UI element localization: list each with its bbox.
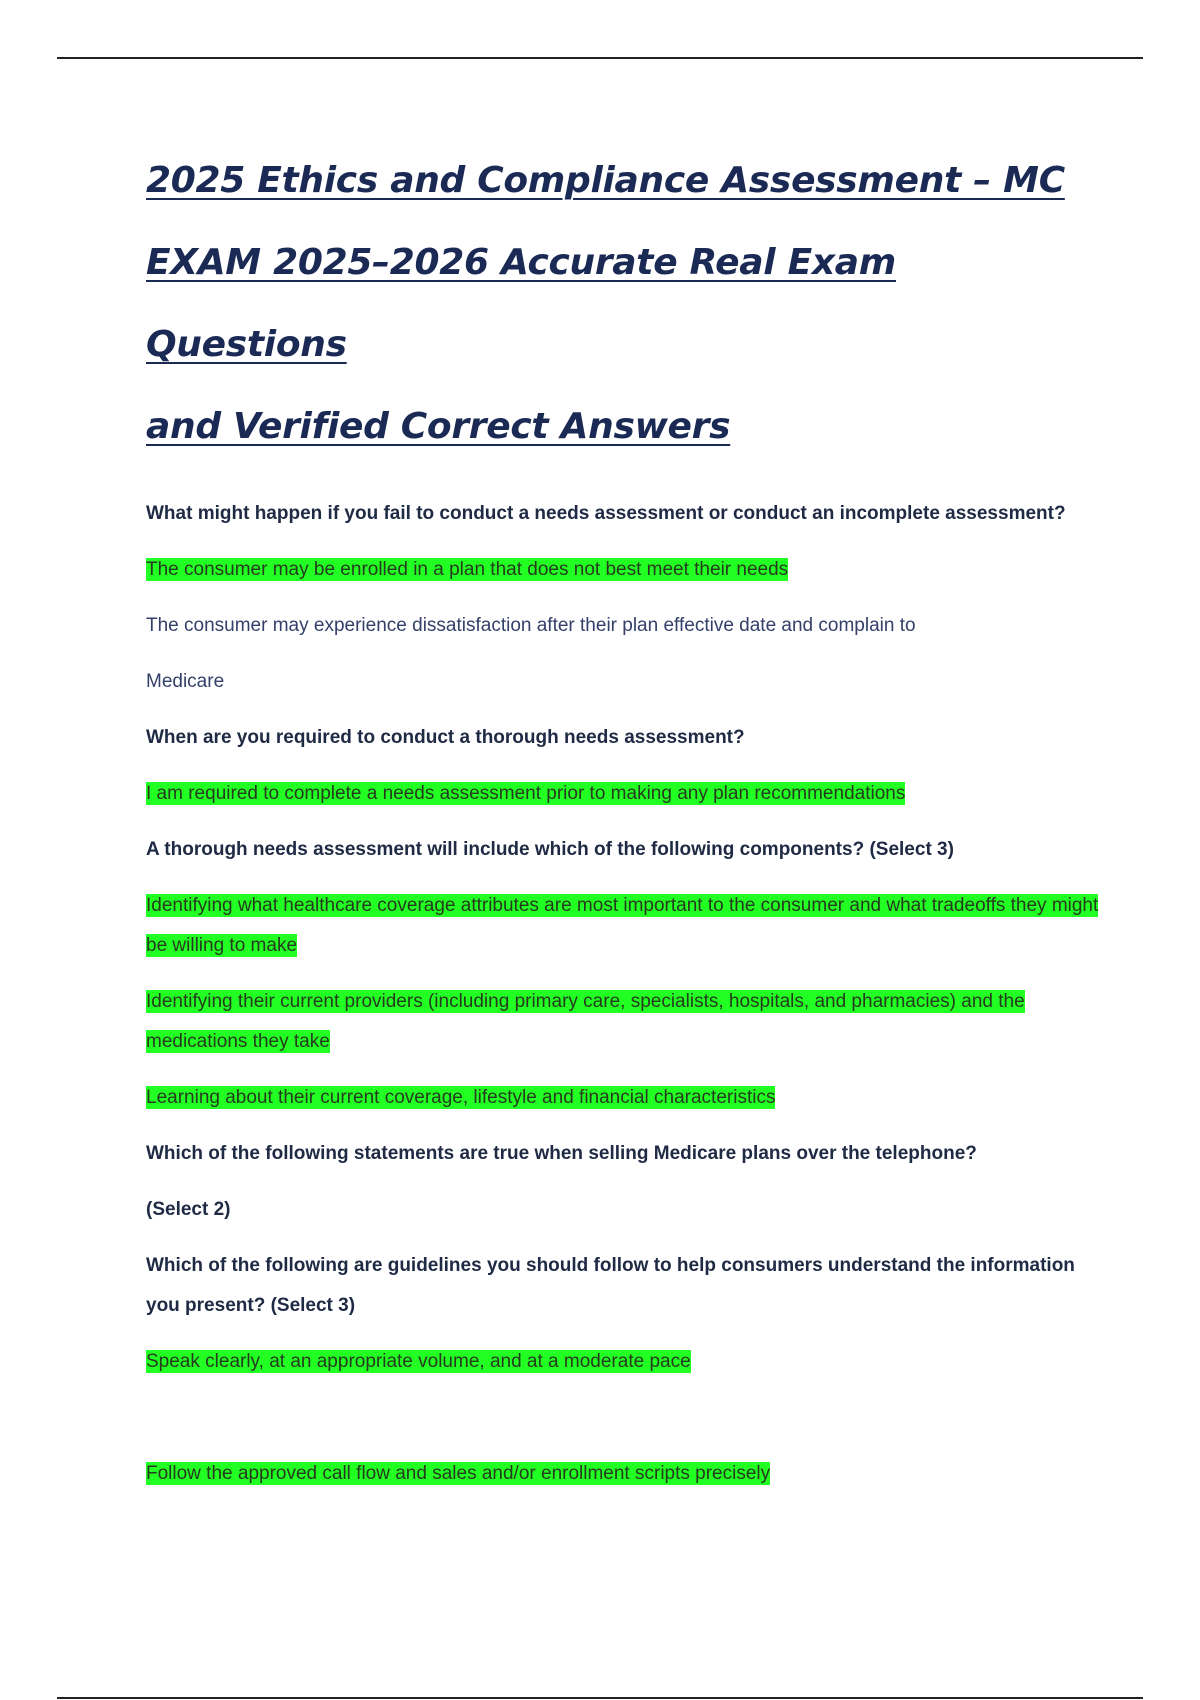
answer-1-option-line-2: Medicare [146, 671, 225, 692]
highlighted-answer: The consumer may be enrolled in a plan that does not best meet their needs [146, 559, 789, 580]
question-2: When are you required to conduct a thorough needs assessment? [146, 727, 745, 748]
answer-5-2 [146, 1454, 1106, 1494]
document-title [146, 140, 1106, 468]
top-rule [57, 57, 1143, 59]
bottom-rule [57, 1697, 1143, 1699]
document-body [146, 140, 1106, 1510]
answer-3-2 [146, 982, 1106, 1062]
answer-1-option-line-1: The consumer may experience dissatisfaction after their plan effective date and complain to [146, 615, 916, 636]
question-5: Which of the following are guidelines you should follow to help consumers understand the information you present? (Select 3) [146, 1255, 1075, 1316]
answer-1 [146, 550, 1106, 590]
highlighted-answer: Follow the approved call flow and sales and/or enrollment scripts precisely [146, 1463, 771, 1484]
highlighted-answer: Learning about their current coverage, lifestyle and financial characteristics [146, 1087, 776, 1108]
highlighted-answer: I am required to complete a needs assessment prior to making any plan recommendations [146, 783, 906, 804]
question-3: A thorough needs assessment will include which of the following components? (Select 3) [146, 839, 954, 860]
question-1: What might happen if you fail to conduct a needs assessment or conduct an incomplete assessment? [146, 503, 1066, 524]
title-line-2: EXAM 2025–2026 Accurate Real Exam Questions [146, 242, 896, 365]
title-line-3: and Verified Correct Answers [146, 406, 731, 447]
highlighted-answer: Identifying their current providers (including primary care, specialists, hospitals, and pharmacies) and the medications they take [146, 991, 1025, 1052]
question-4-line-2: (Select 2) [146, 1199, 231, 1220]
answer-2 [146, 774, 1106, 814]
question-4-line-1: Which of the following statements are true when selling Medicare plans over the telephone? [146, 1143, 977, 1164]
title-line-1: 2025 Ethics and Compliance Assessment – MC [146, 160, 1065, 201]
spacer [146, 1398, 1106, 1454]
answer-3-3 [146, 1078, 1106, 1118]
highlighted-answer: Identifying what healthcare coverage attributes are most important to the consumer and what tradeoffs they might be willing to make [146, 895, 1099, 956]
answer-5-1 [146, 1342, 1106, 1382]
answer-3-1 [146, 886, 1106, 966]
highlighted-answer: Speak clearly, at an appropriate volume, and at a moderate pace [146, 1351, 691, 1372]
